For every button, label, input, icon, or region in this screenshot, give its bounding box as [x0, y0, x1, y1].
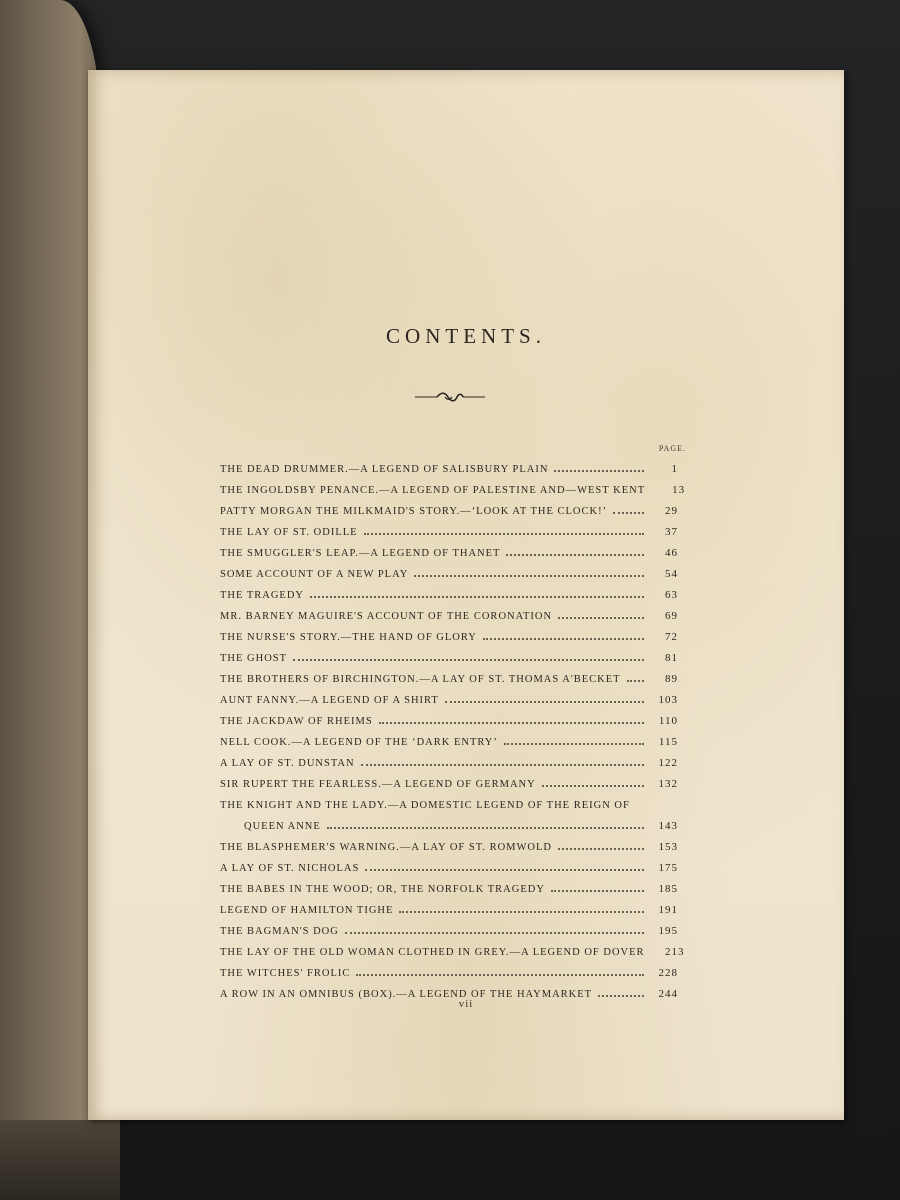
- toc-entry-title: SIR RUPERT THE FEARLESS.—A LEGEND OF GERMANY: [220, 779, 536, 790]
- dot-leader: [445, 699, 644, 703]
- toc-entry: [220, 580, 678, 601]
- table-of-contents: [220, 454, 686, 1000]
- toc-entry-page: 63: [665, 589, 678, 601]
- toc-entry-title: NELL COOK.—A LEGEND OF THE ‘DARK ENTRY’: [220, 737, 498, 748]
- toc-entry: [220, 643, 678, 664]
- toc-entry-title: THE LAY OF THE OLD WOMAN CLOTHED IN GREY.—A LEGEND OF DOVER: [220, 947, 645, 958]
- toc-entry: [220, 769, 678, 790]
- toc-entry: [220, 517, 678, 538]
- toc-entry-page: 143: [658, 820, 678, 832]
- toc-entry-title: THE BROTHERS OF BIRCHINGTON.—A LAY OF ST. THOMAS A'BECKET: [220, 674, 621, 685]
- toc-entry-title: THE KNIGHT AND THE LADY.—A DOMESTIC LEGEND OF THE REIGN OF: [220, 800, 630, 811]
- toc-entry-title: THE INGOLDSBY PENANCE.—A LEGEND OF PALESTINE AND—WEST KENT: [220, 485, 646, 496]
- toc-entry-title: THE WITCHES' FROLIC: [220, 968, 351, 979]
- book-page: [88, 70, 844, 1120]
- toc-entry-title: LEGEND OF HAMILTON TIGHE: [220, 905, 394, 916]
- toc-entry-title: THE JACKDAW OF RHEIMS: [220, 716, 373, 727]
- toc-entry-title: SOME ACCOUNT OF A NEW PLAY: [220, 569, 409, 580]
- toc-entry-title: THE TRAGEDY: [220, 590, 305, 601]
- dot-leader: [379, 720, 644, 724]
- book-cover-left-edge: [0, 0, 100, 1200]
- toc-entry: [220, 622, 678, 643]
- dot-leader: [627, 678, 644, 682]
- toc-entry: [220, 895, 678, 916]
- toc-entry-title: PATTY MORGAN THE MILKMAID'S STORY.—‘LOOK AT THE CLOCK!’: [220, 506, 608, 517]
- toc-entry: [220, 454, 678, 475]
- toc-entry: [220, 790, 678, 832]
- toc-entry: [220, 916, 678, 937]
- toc-entry-title: THE LAY OF ST. ODILLE: [220, 527, 358, 538]
- toc-entry-title: A ROW IN AN OMNIBUS (BOX).—A LEGEND OF THE HAYMARKET: [220, 989, 593, 1000]
- toc-entry-page: 175: [658, 862, 678, 874]
- toc-entry-page: 1: [671, 463, 678, 475]
- toc-entry-page: 110: [658, 715, 678, 727]
- toc-entry-page: 103: [658, 694, 678, 706]
- toc-entry-page: 89: [665, 673, 678, 685]
- dot-leader: [542, 783, 644, 787]
- toc-entry: [220, 538, 678, 559]
- dot-leader: [345, 930, 644, 934]
- dot-leader: [504, 741, 644, 745]
- toc-entry: [220, 979, 678, 1000]
- toc-entry-title: A LAY OF ST. DUNSTAN: [220, 758, 355, 769]
- toc-entry: [220, 874, 678, 895]
- toc-entry: [220, 958, 678, 979]
- toc-entry: [220, 937, 685, 958]
- page-folio: vii: [458, 998, 474, 1010]
- dot-leader: [293, 657, 644, 661]
- toc-entry: [220, 748, 678, 769]
- toc-entry: [220, 559, 678, 580]
- toc-entry: [220, 832, 678, 853]
- toc-entry-title: THE BAGMAN'S DOG: [220, 926, 339, 937]
- toc-entry-page: 195: [658, 925, 678, 937]
- dot-leader: [558, 615, 644, 619]
- toc-entry-page: 122: [658, 757, 678, 769]
- toc-entry-title: THE BLASPHEMER'S WARNING.—A LAY OF ST. ROMWOLD: [220, 842, 552, 853]
- toc-entry: [220, 727, 678, 748]
- toc-entry-title: A LAY OF ST. NICHOLAS: [220, 863, 360, 874]
- toc-entry-page: 213: [665, 946, 685, 958]
- toc-entry: [220, 601, 678, 622]
- dot-leader: [414, 573, 644, 577]
- toc-entry-page: 132: [658, 778, 678, 790]
- dot-leader: [356, 972, 644, 976]
- dot-leader: [613, 510, 644, 514]
- contents-heading: CONTENTS.: [386, 324, 546, 348]
- dot-leader: [483, 636, 644, 640]
- toc-entry-page: 115: [658, 736, 678, 748]
- toc-entry-page: 191: [658, 904, 678, 916]
- toc-entry: [220, 853, 678, 874]
- toc-entry-page: 69: [665, 610, 678, 622]
- toc-entry-page: 244: [658, 988, 678, 1000]
- book-cover-shadow: [0, 1120, 120, 1200]
- flourish-ornament-icon: [415, 390, 485, 404]
- toc-entry: [220, 685, 678, 706]
- toc-entry-page: 185: [658, 883, 678, 895]
- toc-entry-title: THE DEAD DRUMMER.—A LEGEND OF SALISBURY PLAIN: [220, 464, 549, 475]
- page-column-label: PAGE.: [658, 444, 686, 453]
- dot-leader: [506, 552, 644, 556]
- dot-leader: [554, 468, 644, 472]
- dot-leader: [598, 993, 644, 997]
- dot-leader: [558, 846, 644, 850]
- toc-entry-title: THE BABES IN THE WOOD; OR, THE NORFOLK TRAGEDY: [220, 884, 545, 895]
- dot-leader: [327, 825, 644, 829]
- toc-entry-page: 13: [672, 484, 686, 496]
- toc-entry-page: 29: [665, 505, 678, 517]
- dot-leader: [310, 594, 644, 598]
- toc-entry-page: 72: [665, 631, 678, 643]
- toc-entry-title: MR. BARNEY MAGUIRE'S ACCOUNT OF THE CORONATION: [220, 611, 553, 622]
- dot-leader: [364, 531, 644, 535]
- toc-entry-page: 54: [665, 568, 678, 580]
- dot-leader: [551, 888, 644, 892]
- toc-entry: [220, 496, 678, 517]
- toc-entry-title: THE NURSE'S STORY.—THE HAND OF GLORY: [220, 632, 477, 643]
- toc-entry-title: THE SMUGGLER'S LEAP.—A LEGEND OF THANET: [220, 548, 501, 559]
- dot-leader: [361, 762, 644, 766]
- toc-entry-page: 81: [665, 652, 678, 664]
- toc-entry: [220, 664, 678, 685]
- toc-entry-title: THE GHOST: [220, 653, 288, 664]
- dot-leader: [365, 867, 644, 871]
- toc-entry-page: 46: [665, 547, 678, 559]
- toc-entry-title-continued: QUEEN ANNE: [244, 821, 321, 832]
- toc-entry: [220, 706, 678, 727]
- toc-entry-title: AUNT FANNY.—A LEGEND OF A SHIRT: [220, 695, 439, 706]
- toc-entry: [220, 475, 686, 496]
- dot-leader: [399, 909, 644, 913]
- toc-entry-page: 37: [665, 526, 678, 538]
- toc-entry-page: 228: [658, 967, 678, 979]
- toc-entry-page: 153: [658, 841, 678, 853]
